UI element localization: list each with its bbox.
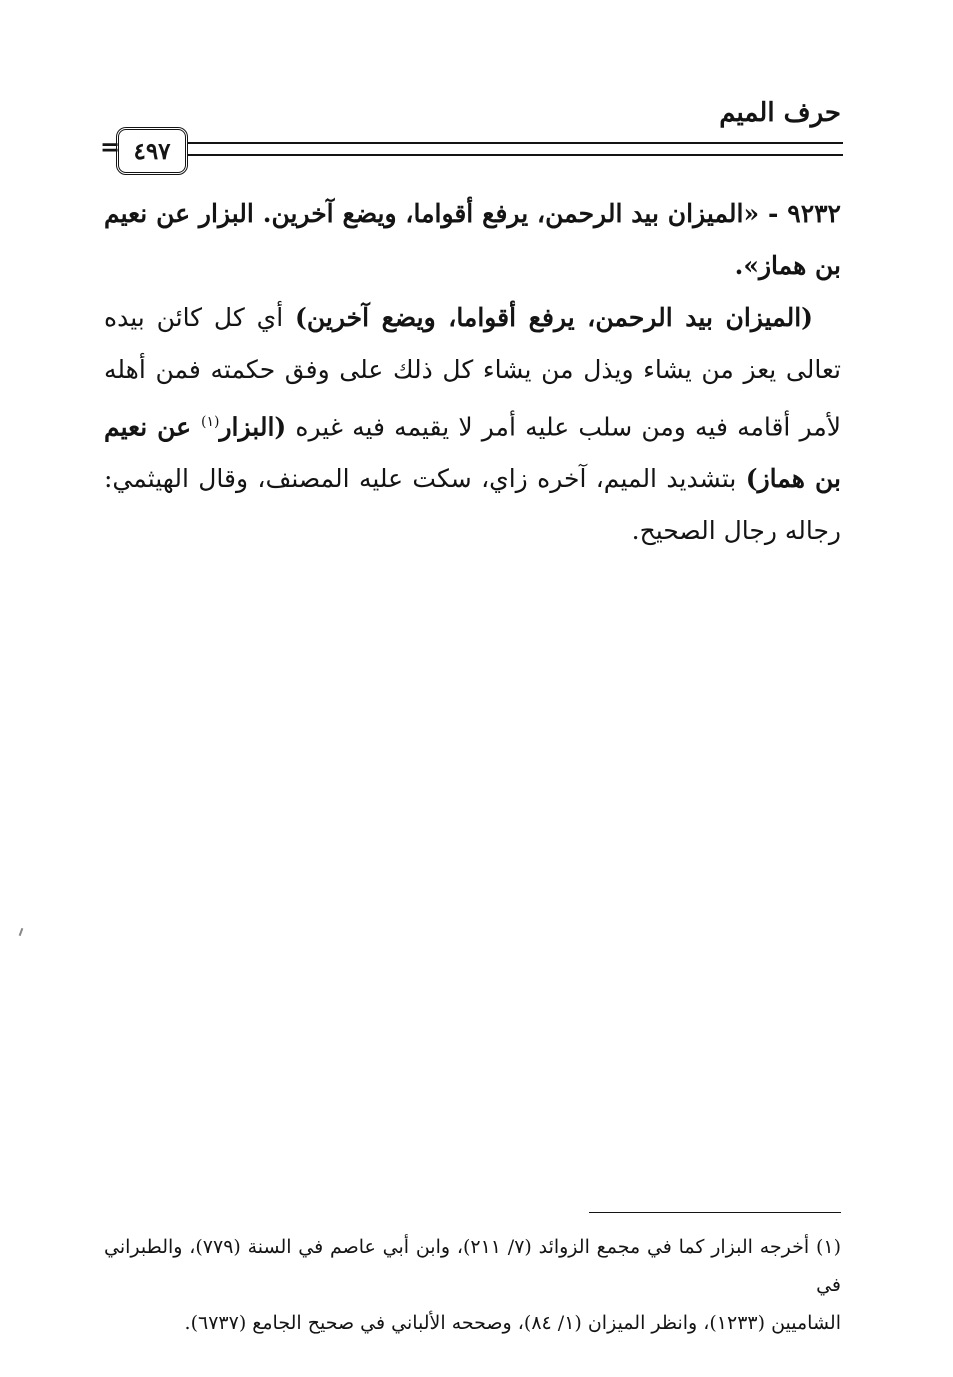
page-number: ٤٩٧ [116,127,188,175]
footnote-reference: (١) [201,414,220,430]
scan-speck [19,928,24,936]
source-quote: (البزار [219,412,287,442]
header-double-rule [188,142,843,156]
hadith-text: «الميزان بيد الرحمن، يرفع أقواما، ويضع آخرين. البزار عن نعيم بن هماز». [104,199,841,280]
footnote-line: الشاميين (١٢٣٣)، وانظر الميزان (١/ ٨٤)، وصححه الألباني في صحيح الجامع (٦٧٣٧). [184,1312,841,1334]
chapter-title: حرف الميم [719,98,841,128]
main-text [104,188,841,557]
hadith-number: ٩٢٣٢ - [767,199,841,228]
commentary-text: أي كل كائن بيده تعالى يعز من يشاء ويذل من يشاء كل ذلك على وفق حكمته فمن أهله لأمر أقامه فيه ومن سلب عليه أمر لا يقيمه فيه غيره [104,303,841,442]
commentary-paragraph [104,292,841,557]
commentary-text-end: بتشديد الميم، آخره زاي، سكت عليه المصنف، وقال الهيثمي: رجاله رجال الصحيح. [104,464,841,546]
hadith-entry [104,188,841,292]
commentary-quote: (الميزان بيد الرحمن، يرفع أقواما، ويضع آخرين) [295,303,813,332]
footnote-line: (١) أخرجه البزار كما في مجمع الزوائد (٧/ ٢١١)، وابن أبي عاصم في السنة (٧٧٩)، والطبراني في [104,1236,841,1296]
header-side-mark: = [100,132,121,161]
footnotes [104,1228,841,1342]
footnote-separator [589,1212,841,1213]
narrator-quote: عن نعيم بن هماز) [104,412,841,494]
